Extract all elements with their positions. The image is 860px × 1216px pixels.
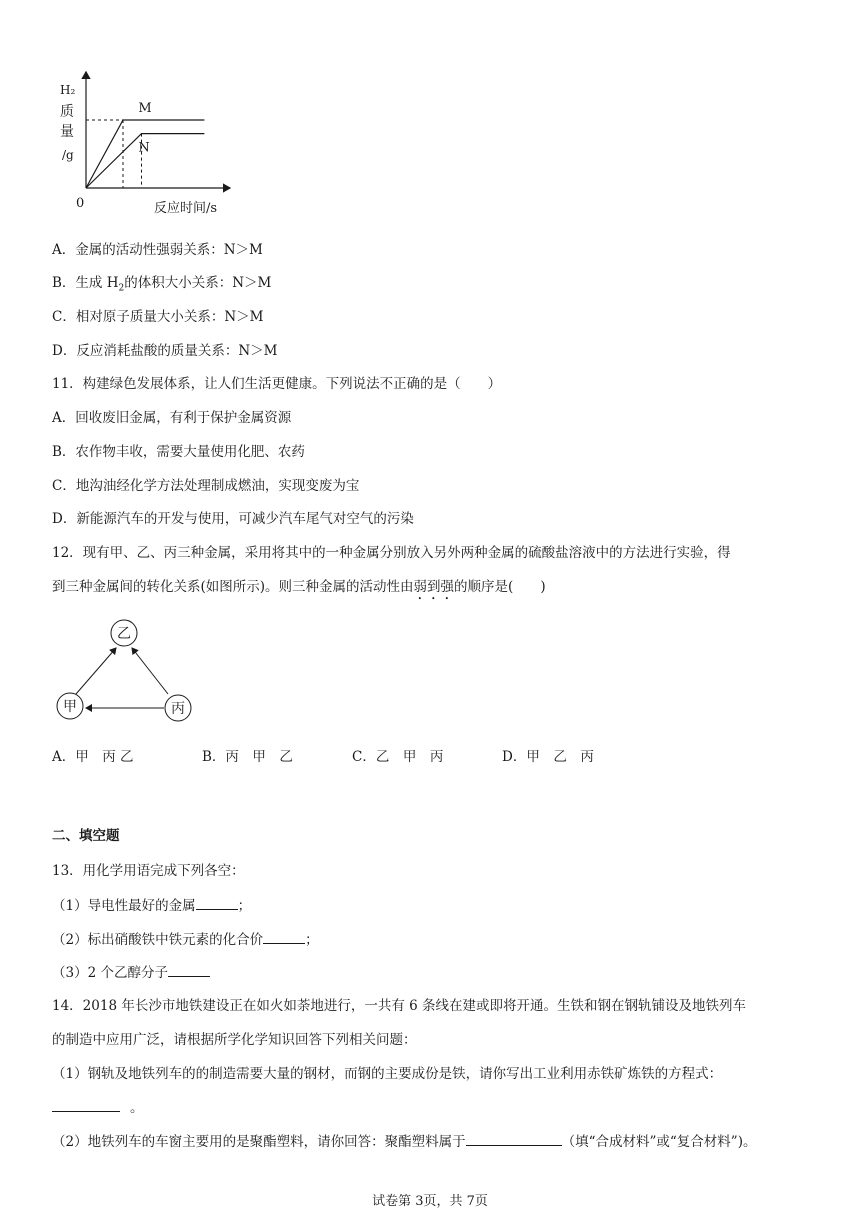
q10-option-d: D．反应消耗盐酸的质量关系：N＞M xyxy=(52,343,278,359)
y-label-3: 量 xyxy=(60,124,74,140)
q14-blank2[interactable] xyxy=(466,1131,562,1146)
y-label-2: 质 xyxy=(60,104,74,120)
section-title-fill-blank: 二、填空题 xyxy=(52,828,120,844)
q14-part1-answer: 。 xyxy=(52,1097,144,1118)
q11-option-a: A．回收废旧金属，有利于保护金属资源 xyxy=(52,410,292,426)
q13-part3: （3）2 个乙醇分子 xyxy=(52,962,210,983)
series-label-M: M xyxy=(138,101,152,116)
node-jia: 甲 xyxy=(63,699,77,715)
arrow-jia-to-yi xyxy=(76,648,116,694)
q12-option-d: D．甲 乙 丙 xyxy=(502,749,594,765)
q10-option-c: C．相对原子质量大小关系：N＞M xyxy=(52,309,264,325)
q13-stem: 13．用化学用语完成下列各空： xyxy=(52,863,245,879)
q13-part1: （1）导电性最好的金属 ； xyxy=(52,895,251,916)
q14-part1: （1）钢轨及地铁列车的的制造需要大量的钢材，而钢的主要成份是铁，请你写出工业利用赤铁矿炼铁的方程式： xyxy=(52,1066,723,1082)
q13-part2: （2）标出硝酸铁中铁元素的化合价 ； xyxy=(52,929,319,950)
q12-option-b: B．丙 甲 乙 xyxy=(202,749,293,765)
q14-part2: （2）地铁列车的车窗主要用的是聚酯塑料，请你回答：聚酯塑料属于 （填“合成材料”或“复合材料”)。 xyxy=(52,1131,756,1152)
h2-mass-time-chart xyxy=(56,66,246,218)
q14-stem-line2: 的制造中应用广泛，请根据所学化学知识回答下列相关问题： xyxy=(52,1032,417,1048)
node-yi: 乙 xyxy=(117,626,131,642)
q12-stem-line1: 12．现有甲、乙、丙三种金属，采用将其中的一种金属分别放入另外两种金属的硫酸盐溶液中的方法进行实验，得 xyxy=(52,545,731,561)
q13-blank3[interactable] xyxy=(168,962,210,977)
q12-option-a: A．甲 丙 乙 xyxy=(52,749,134,765)
q13-blank2[interactable] xyxy=(263,929,305,944)
arrow-bing-to-yi xyxy=(132,648,168,694)
q10-option-a: A．金属的活动性强弱关系：N＞M xyxy=(52,242,263,258)
metal-conversion-diagram xyxy=(50,612,200,727)
q14-stem-line1: 14．2018 年长沙市地铁建设正在如火如荼地进行，一共有 6 条线在建或即将开通。生铁和钢在钢轨铺设及地铁列车 xyxy=(52,998,746,1014)
y-label-4: /g xyxy=(62,148,74,162)
q11-stem: 11．构建绿色发展体系，让人们生活更健康。下列说法不正确的是（ ） xyxy=(52,376,502,392)
q12-stem-line2: 到三种金属间的转化关系(如图所示)。则三种金属的活动性由弱到强的顺序是( ) xyxy=(52,579,546,595)
q11-option-d: D．新能源汽车的开发与使用，可减少汽车尾气对空气的污染 xyxy=(52,511,414,527)
q11-option-c: C．地沟油经化学方法处理制成燃油，实现变废为宝 xyxy=(52,478,360,494)
node-bing: 丙 xyxy=(171,701,185,717)
y-label-1: H₂ xyxy=(60,83,76,97)
series-label-N: N xyxy=(138,140,150,156)
page-footer: 试卷第 3页，共 7页 xyxy=(372,1194,488,1209)
origin-label: 0 xyxy=(76,196,85,211)
x-axis-label: 反应时间/s xyxy=(154,201,218,216)
q12-options xyxy=(52,747,652,767)
q13-blank1[interactable] xyxy=(196,895,238,910)
q14-blank1[interactable] xyxy=(52,1097,120,1112)
q11-option-b: B．农作物丰收，需要大量使用化肥、农药 xyxy=(52,444,305,460)
q12-option-c: C．乙 甲 丙 xyxy=(352,749,444,765)
q10-option-b: B．生成 $H_2$的体积大小关系：N＞M xyxy=(52,275,272,294)
